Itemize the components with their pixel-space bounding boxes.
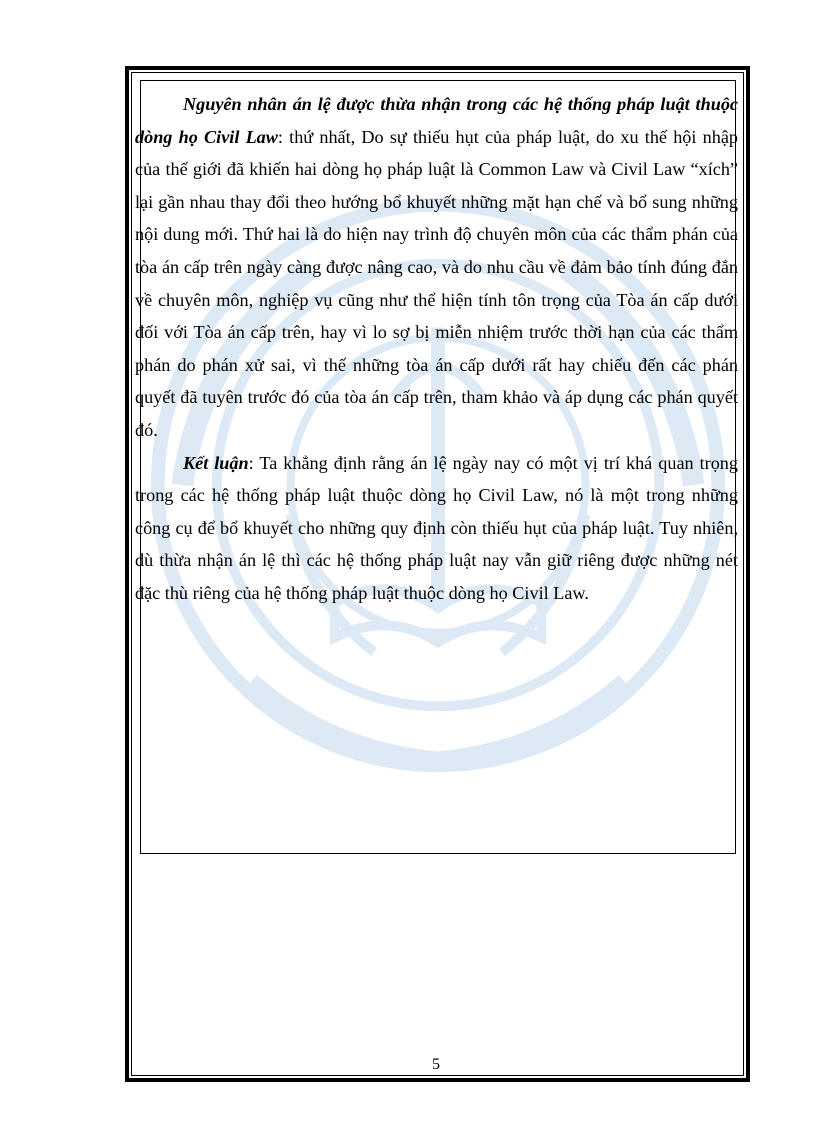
paragraph-causes xyxy=(135,88,738,447)
paragraph-lead: Kết luận xyxy=(183,452,249,473)
paragraph-text: : thứ nhất, Do sự thiếu hụt của pháp luật, do xu thế hội nhập của thế giới đã khiến hai dòng họ pháp luật là Common Law và Civil Law “xích” lại gần nhau thay đổi theo hướng bổ khuyết những mặt hạn chế và bổ sung những nội dung mới. Thứ hai là do hiện nay trình độ chuyên môn của các thẩm phán của tòa án cấp trên ngày càng được nâng cao, và do nhu cầu về đảm bảo tính đúng đắn về chuyên môn, nghiệp vụ cũng như thể hiện tính tôn trọng của Tòa án cấp dưới đối với Tòa án cấp trên, hay vì lo sợ bị miễn nhiệm trước thời hạn của các thẩm phán do phán xử sai, vì thế những tòa án cấp dưới rất hay chiếu đến các phán quyết đã tuyên trước đó của tòa án cấp trên, tham khảo và áp dụng các phán quyết đó. xyxy=(135,126,738,440)
document-body xyxy=(135,88,738,610)
paragraph-text: : Ta khẳng định rằng án lệ ngày nay có một vị trí khá quan trọng trong các hệ thống pháp luật thuộc dòng họ Civil Law, nó là một trong những công cụ để bổ khuyết cho những quy định còn thiếu hụt của pháp luật. Tuy nhiên, dù thừa nhận án lệ thì các hệ thống pháp luật nay vẫn giữ riêng được những nét đặc thù riêng của hệ thống pháp luật thuộc dòng họ Civil Law. xyxy=(135,452,738,603)
paragraph-lead: Nguyên nhân án lệ được thừa nhận trong các hệ thống pháp luật thuộc dòng họ Civil Law xyxy=(135,94,738,147)
page-number: 5 xyxy=(432,1056,440,1073)
paragraph-conclusion xyxy=(135,447,738,610)
